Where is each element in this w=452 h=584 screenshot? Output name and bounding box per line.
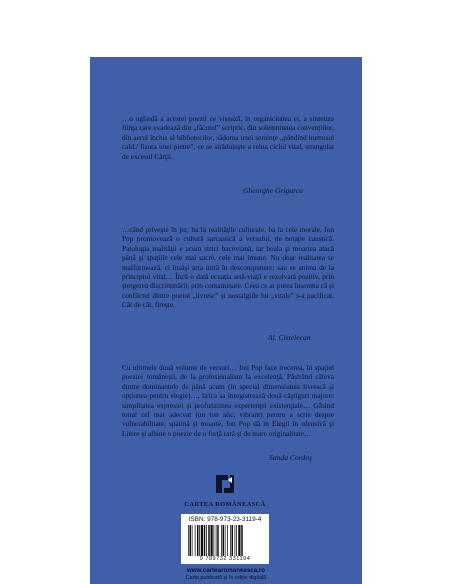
quote-cordos: Cu ultimele două volume de versuri… Ion Pop face trecerea, în spaţiul poeziei româneşti, de la profesionalism la excelenţă. Păstrând câteva dintre dominantele de până acum (în special dimensiunea livrescă şi opţiunea pentru elegie)…, lirica sa înregistrează două câştiguri majore: simplitatea expresiei şi profunzimea experienţei existenţiale… Găsind tonul cel mai adecvat (un ton atic, vibrant) pentru a scrie despre vulnerabilitate, spaimă şi moarte, Ion Pop dă în Elegii în ofensivă şi Litere şi albine o poezie de o forţă rară şi de mare originalitate… [122,363,334,438]
book-back-cover [90,57,362,584]
quote-grigurcu: …o oglindă a acestei poezii ce visează, în organicitatea ei, a sintetiza ființa care evadează din „făcutul” scriptic, din solemnitatea convențiilor, din aerul închis al bibliotecilor, sădoma unei seminţe „pândind humusul cald,/ fisura unei pietre”, ce se străduieşte a reluа ciclul vital, strangulat de excesul Cărţii. [122,114,334,161]
publisher-name: CARTEA ROMÂNEASCĂ [184,501,266,508]
quote-author-grigurcu: Gheorghe Grigurcu [243,186,303,195]
barcode-icon [186,525,264,556]
quote-cistelecan: …când priveşte în jur, ba la realităţile culturale, ba la cele morale, Ion Pop promovează o cultură sarcastică a versului, de notaţie caustică. Patologia realităţii e acum strict bacoviană, iar boala şi moartea atacă până şi spaţiile cele mai sacre, cele mai imune. Nu doar realitatea se malformează, ci însăşi arta intră în descompunere; sau se anima de la principiul vital… Încă o dată ecuaţia artă-viaţă e rezolvată pozitiv, prin ştergerea discriminării, prin contaminare. Ceea ce ar putea însemna că şi conflictul dintre poetul „livresc” şi nostalgiile lui „vitale” s-a pacificat. Cât de cât, fireşte. [122,225,334,310]
digital-edition-note: Carte publicată şi în ediţie digitală [185,575,267,581]
quote-author-cordos: Sanda Cordoş [269,453,312,462]
quote-author-cistelecan: Al. Cistelecan [268,333,311,342]
publisher-logo-icon [210,471,240,497]
publisher-website-link[interactable]: www.cartearomaneasca.ro [186,567,266,574]
isbn-number: ISBN: 978-973-23-3119-4 [188,516,262,523]
isbn-barcode-box [181,514,269,564]
barcode-number: 9 789732 331194 [199,556,251,562]
